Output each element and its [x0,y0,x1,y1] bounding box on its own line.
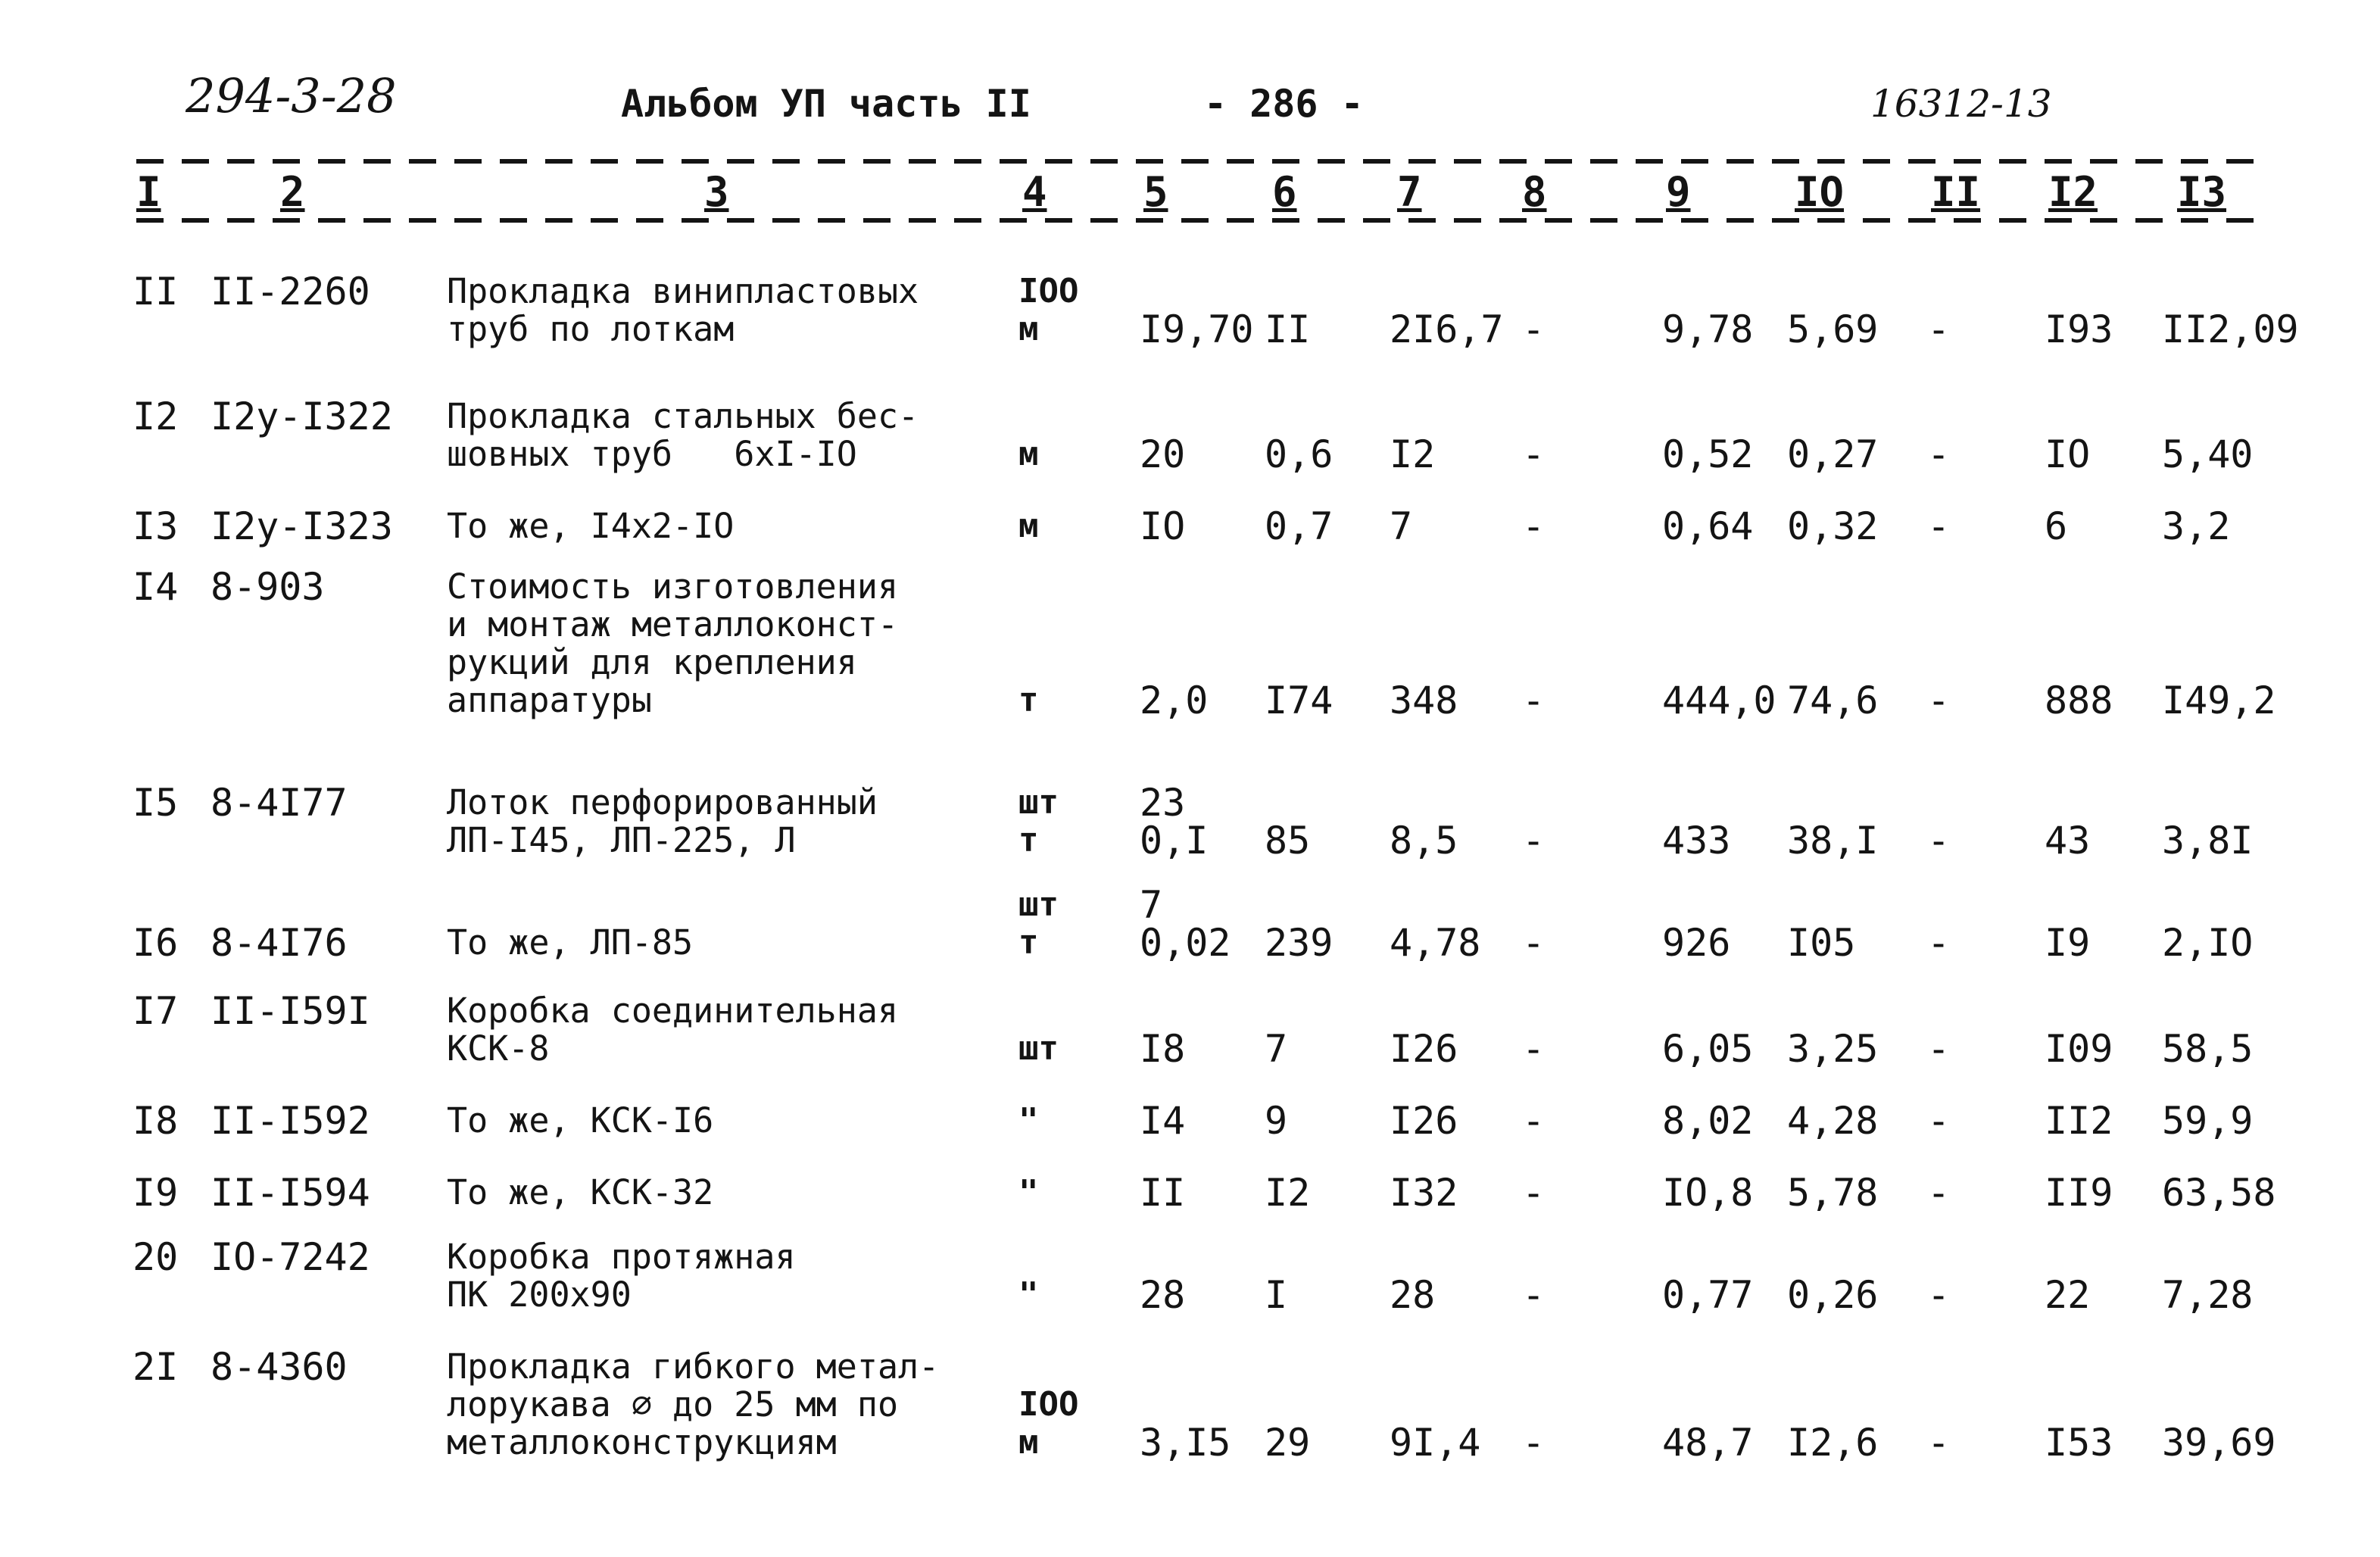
cell-col-5: 28 [1140,1273,1186,1317]
document-code: 294-3-28 [186,68,397,123]
norm-code: II-2260 [211,270,370,314]
col-number: 6 [1272,168,1297,216]
row-number: I4 [133,565,179,609]
cell-col-12: II9 [2045,1171,2113,1215]
cell-col-12: I9 [2045,921,2091,965]
work-description: Прокладка винипластовых труб по лоткам [447,271,919,349]
col-number: I3 [2177,168,2227,216]
cell-col-11: - [1927,1027,1951,1071]
cell-col-10: 74,6 [1787,679,1879,722]
page-number: - 286 - [1204,82,1364,126]
cell-col-13: 63,58 [2162,1171,2276,1215]
header-bottom-rule [136,218,2257,223]
cell-col-8: - [1522,1273,1546,1317]
norm-code: II-I59I [211,989,370,1033]
cell-col-7: I26 [1390,1027,1458,1071]
cell-col-12: 888 [2045,679,2113,722]
cell-unit: т [1018,681,1039,719]
cell-col-11: - [1927,921,1951,965]
col-number: 8 [1522,168,1547,216]
cell-col-13: I49,2 [2162,679,2276,722]
cell-col-6: 29 [1265,1421,1311,1465]
cell-col-13: 58,5 [2162,1027,2254,1071]
cell-col-13: 39,69 [2162,1421,2276,1465]
cell-unit: IOO м [1018,272,1079,348]
work-description: Коробка протяжная ПК 200х90 [447,1237,796,1315]
cell-col-11: - [1927,819,1951,863]
cell-col-13: 3,2 [2162,504,2231,548]
cell-col-12: 43 [2045,819,2091,863]
cell-col-6: 0,7 [1265,504,1333,548]
cell-col-8: - [1522,432,1546,476]
cell-col-11: - [1927,307,1951,351]
cell-col-7: 2I6,7 [1390,307,1504,351]
sheet-reference: 16312-13 [1870,82,2052,126]
cell-col-12: I53 [2045,1421,2113,1465]
col-number: 9 [1666,168,1691,216]
cell-col-8: - [1522,819,1546,863]
cell-col-9: 8,02 [1662,1099,1754,1143]
cell-col-11: - [1927,504,1951,548]
work-description: Прокладка гибкого метал- лорукава ∅ до 25 мм по металлоконструкциям [447,1346,940,1462]
cell-col-11: - [1927,1099,1951,1143]
cell-col-8: - [1522,1171,1546,1215]
cell-col-9: 433 [1662,819,1731,863]
norm-code: 8-4I77 [211,781,348,825]
cell-col-11: - [1927,1421,1951,1465]
cell-col-5: II [1140,1171,1186,1215]
cell-unit: м [1018,507,1039,545]
cell-col-7: 4,78 [1390,921,1481,965]
row-number: I9 [133,1171,179,1215]
cell-col-7: 28 [1390,1273,1436,1317]
cell-col-5: I8 [1140,1027,1186,1071]
cell-col-10: I2,6 [1787,1421,1879,1465]
cell-col-6: 0,6 [1265,432,1333,476]
cell-col-8: - [1522,1099,1546,1143]
cell-col-10: 5,69 [1787,307,1879,351]
cell-col-8: - [1522,679,1546,722]
cell-col-8: - [1522,921,1546,965]
cell-col-10: 38,I [1787,819,1879,863]
col-number: 5 [1143,168,1168,216]
row-number: 2I [133,1345,179,1389]
col-number: II [1931,168,1981,216]
cell-col-6: II [1265,307,1311,351]
cell-col-9: 6,05 [1662,1027,1754,1071]
cell-col-12: I09 [2045,1027,2113,1071]
work-description: Коробка соединительная КСК-8 [447,991,899,1069]
cell-col-12: 6 [2045,504,2068,548]
cell-col-12: II2 [2045,1099,2113,1143]
cell-col-13: 7,28 [2162,1273,2254,1317]
row-number: II [133,270,179,314]
cell-col-6: 85 [1265,819,1311,863]
cell-col-6: I [1265,1273,1288,1317]
cell-col-10: I05 [1787,921,1856,965]
work-description: То же, КСК-I6 [447,1100,714,1140]
cell-unit: шт т [1018,885,1059,962]
cell-col-6: 9 [1265,1099,1288,1143]
row-number: I2 [133,395,179,438]
cell-col-10: 5,78 [1787,1171,1879,1215]
cell-unit: " [1018,1101,1039,1140]
cell-col-13: 59,9 [2162,1099,2254,1143]
cell-col-5: 23 0,I [1140,781,1209,863]
cell-col-11: - [1927,679,1951,722]
cell-unit: " [1018,1173,1039,1212]
cell-col-13: 2,IO [2162,921,2254,965]
cell-col-13: 5,40 [2162,432,2254,476]
cell-col-13: 3,8I [2162,819,2254,863]
col-number: I2 [2048,168,2098,216]
cell-col-10: 0,32 [1787,504,1879,548]
cell-col-5: 20 [1140,432,1186,476]
norm-code: II-I594 [211,1171,370,1215]
work-description: То же, ЛП-85 [447,922,694,963]
row-number: I5 [133,781,179,825]
cell-col-7: I2 [1390,432,1436,476]
row-number: 20 [133,1235,179,1279]
cell-col-8: - [1522,307,1546,351]
cell-col-7: 348 [1390,679,1458,722]
norm-code: I2у-I322 [211,395,393,438]
work-description: Стоимость изготовления и монтаж металлоконст- рукций для крепления аппаратуры [447,566,899,720]
cell-col-10: 0,26 [1787,1273,1879,1317]
cell-col-12: I93 [2045,307,2113,351]
norm-code: 8-903 [211,565,325,609]
cell-col-5: 7 0,02 [1140,883,1231,965]
cell-col-10: 4,28 [1787,1099,1879,1143]
cell-col-5: I4 [1140,1099,1186,1143]
cell-col-11: - [1927,1171,1951,1215]
cell-col-6: 239 [1265,921,1333,965]
cell-col-11: - [1927,1273,1951,1317]
cell-col-7: 8,5 [1390,819,1458,863]
header-top-rule [136,159,2257,164]
col-number: 2 [280,168,305,216]
work-description: Лоток перфорированный ЛП-I45, ЛП-225, Л [447,782,878,860]
cell-col-9: 0,52 [1662,432,1754,476]
norm-code: I2у-I323 [211,504,393,548]
cell-col-5: 3,I5 [1140,1421,1231,1465]
cell-col-9: 444,0 [1662,679,1776,722]
norm-code: 8-4360 [211,1345,348,1389]
cell-unit: м [1018,435,1039,473]
cell-unit: " [1018,1275,1039,1314]
work-description: То же, КСК-32 [447,1172,714,1212]
cell-col-9: 0,77 [1662,1273,1754,1317]
cell-col-13: II2,09 [2162,307,2299,351]
cell-col-10: 0,27 [1787,432,1879,476]
cell-col-7: 9I,4 [1390,1421,1481,1465]
cell-col-11: - [1927,432,1951,476]
cell-col-8: - [1522,504,1546,548]
cell-col-9: 9,78 [1662,307,1754,351]
cell-col-8: - [1522,1027,1546,1071]
norm-code: IO-7242 [211,1235,370,1279]
cell-col-5: IO [1140,504,1186,548]
row-number: I6 [133,921,179,965]
cell-col-6: I74 [1265,679,1333,722]
col-number: I [136,168,161,216]
cell-col-9: 0,64 [1662,504,1754,548]
col-number: IO [1795,168,1845,216]
cell-col-9: 926 [1662,921,1731,965]
album-title: Альбом УП часть II [621,82,1031,126]
cell-col-7: I32 [1390,1171,1458,1215]
cell-col-7: I26 [1390,1099,1458,1143]
cell-col-5: 2,0 [1140,679,1209,722]
work-description: То же, I4х2-IO [447,506,735,546]
cell-col-7: 7 [1390,504,1413,548]
cell-col-8: - [1522,1421,1546,1465]
norm-code: 8-4I76 [211,921,348,965]
cell-col-10: 3,25 [1787,1027,1879,1071]
col-number: 3 [704,168,729,216]
cell-unit: шт т [1018,783,1059,860]
row-number: I3 [133,504,179,548]
cell-unit: шт [1018,1029,1059,1068]
cell-unit: IOO м [1018,1385,1079,1462]
cell-col-5: I9,70 [1140,307,1254,351]
norm-code: II-I592 [211,1099,370,1143]
row-number: I8 [133,1099,179,1143]
col-number: 7 [1397,168,1422,216]
cell-col-12: 22 [2045,1273,2091,1317]
cell-col-6: 7 [1265,1027,1288,1071]
work-description: Прокладка стальных бес- шовных труб 6хI-IO [447,396,919,474]
cell-col-6: I2 [1265,1171,1311,1215]
col-number: 4 [1022,168,1047,216]
cell-col-9: 48,7 [1662,1421,1754,1465]
cell-col-12: IO [2045,432,2091,476]
cell-col-9: IO,8 [1662,1171,1754,1215]
row-number: I7 [133,989,179,1033]
